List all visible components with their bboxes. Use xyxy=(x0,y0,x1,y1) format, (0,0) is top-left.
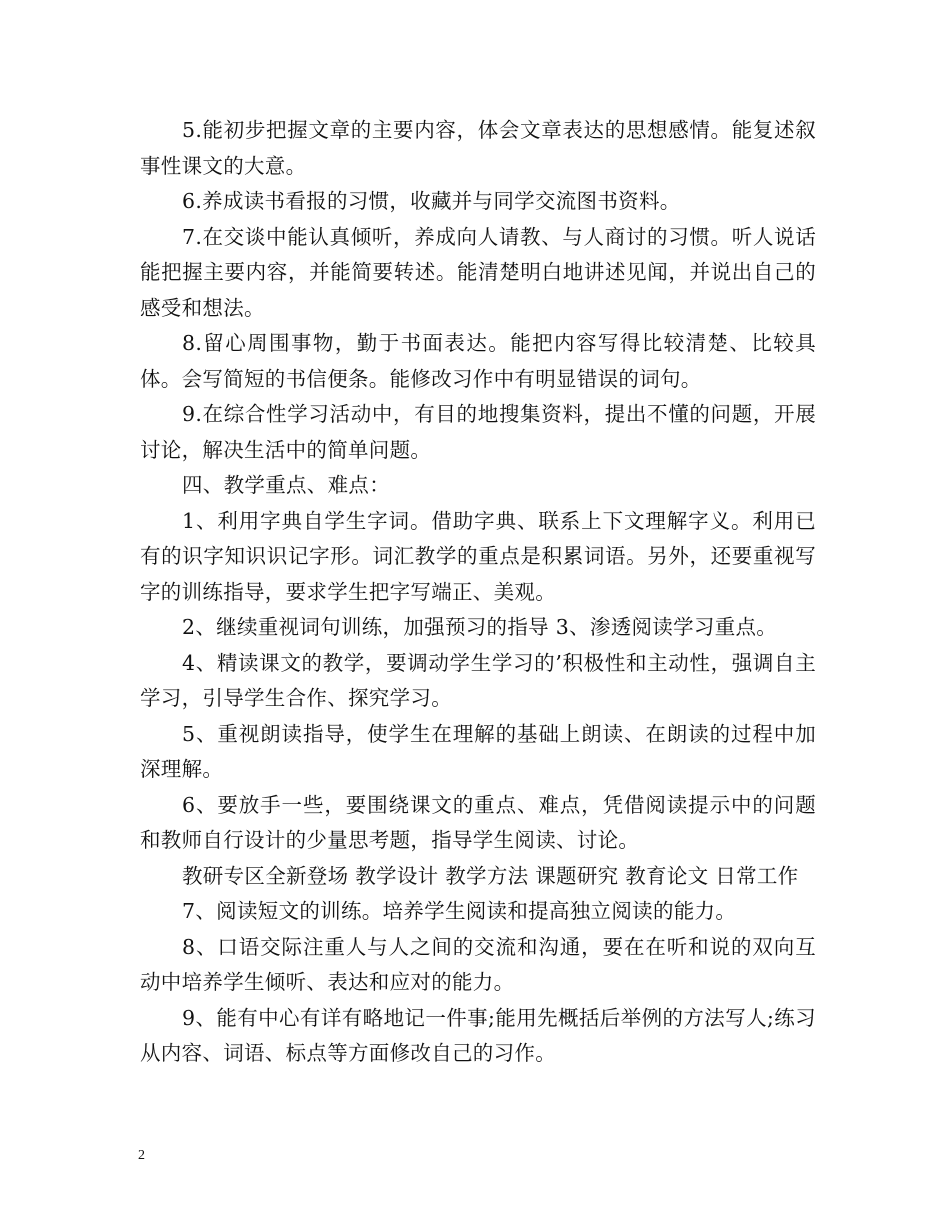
paragraph-point-4: 4、精读课文的教学，要调动学生学习的’积极性和主动性，强调自主学习，引导学生合作、探究学习。 xyxy=(140,650,816,710)
paragraph-point-5: 5、重视朗读指导，使学生在理解的基础上朗读、在朗读的过程中加深理解。 xyxy=(140,721,816,781)
paragraph-point-1: 1、利用字典自学生字词。借助字典、联系上下文理解字义。利用已有的识字知识识记字形。词汇教学的重点是积累词语。另外，还要重视写字的训练指导，要求学生把字写端正、美观。 xyxy=(140,508,816,604)
paragraph-point-2-3: 2、继续重视词句训练，加强预习的指导 3、渗透阅读学习重点。 xyxy=(182,615,778,639)
section-heading-key-points: 四、教学重点、难点： xyxy=(182,473,390,497)
document-body xyxy=(140,113,816,1072)
page-number: 2 xyxy=(138,1148,145,1163)
paragraph-point-9: 9、能有中心有详有略地记一件事;能用先概括后举例的方法写人;练习从内容、词语、标点等方面修改自己的习作。 xyxy=(140,1005,816,1065)
paragraph-goal-9: 9.在综合性学习活动中，有目的地搜集资料，提出不懂的问题，开展讨论，解决生活中的简单问题。 xyxy=(140,402,816,462)
paragraph-promo-line: 教研专区全新登场 教学设计 教学方法 课题研究 教育论文 日常工作 xyxy=(182,863,799,888)
paragraph-goal-8: 8.留心周围事物，勤于书面表达。能把内容写得比较清楚、比较具体。会写简短的书信便条。能修改习作中有明显错误的词句。 xyxy=(140,331,816,391)
paragraph-goal-5: 5.能初步把握文章的主要内容，体会文章表达的思想感情。能复述叙事性课文的大意。 xyxy=(140,118,816,178)
paragraph-goal-7: 7.在交谈中能认真倾听，养成向人请教、与人商讨的习惯。听人说话能把握主要内容，并能简要转述。能清楚明白地讲述见闻，并说出自己的感受和想法。 xyxy=(140,224,816,320)
paragraph-point-8: 8、口语交际注重人与人之间的交流和沟通，要在在听和说的双向互动中培养学生倾听、表达和应对的能力。 xyxy=(140,934,816,994)
paragraph-point-6: 6、要放手一些，要围绕课文的重点、难点，凭借阅读提示中的问题和教师自行设计的少量思考题，指导学生阅读、讨论。 xyxy=(140,792,816,852)
paragraph-goal-6: 6.养成读书看报的习惯，收藏并与同学交流图书资料。 xyxy=(182,189,681,213)
paragraph-point-7: 7、阅读短文的训练。培养学生阅读和提高独立阅读的能力。 xyxy=(182,899,737,923)
